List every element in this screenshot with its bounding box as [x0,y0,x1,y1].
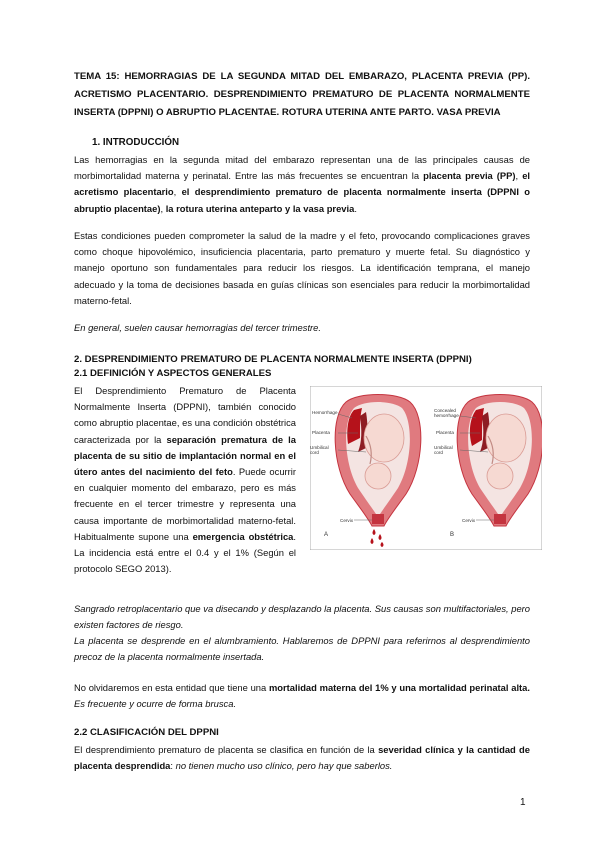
panel-label-b: B [450,532,455,538]
alumbramiento-note: La placenta se desprende en el alumbramiento. Hablaremos de DPPNI para referirnos al desprendimiento precoz de la placenta normalmente insertada. [74,635,530,663]
intro-paragraph-1: Las hemorragias en la segunda mitad del embarazo representan una de las principales causas de morbimortalidad materna y perinatal. Entre las más frecuentes se encuentran la placenta previa (PP), el acretismo placentario, el desprendimiento prematuro de placenta normalmente inserta (DPPNI o abruptio placentae), la rotura uterina anteparto y la vasa previa. [74,154,531,214]
section-heading-dppni: 2. DESPRENDIMIENTO PREMATURO DE PLACENTA NORMALMENTE INSERTA (DPPNI) [74,354,472,365]
page-number: 1 [520,797,526,808]
classification-paragraph: El desprendimiento prematuro de placenta se clasifica en función de la severidad clínica y la cantidad de placenta desprendida: no tienen mucho uso clínico, pero hay que saberlos. [74,744,530,772]
placental-abruption-figure [310,386,542,550]
label-placenta-b: Placenta [436,430,454,435]
fetus-body-a [364,414,404,462]
subsection-heading-clasificacion: 2.2 CLASIFICACIÓN DEL DPPNI [74,727,219,738]
label-hemorrhage-a: Hemorrhage [312,410,338,415]
definition-paragraph: El Desprendimiento Prematuro de Placenta Normalmente Inserta (DPPNI), también conocido como abruptio placentae, es una condición obstétrica caracterizada por la separación prematura de la placenta de su sitio de implantación normal en el útero antes del nacimiento del feto. Puede ocurrir en cualquier momento del embarazo, pero es más frecuente en el tercer trimestre y representa una causa importante de morbimortalidad materno-fetal. Habitualmente supone una emergencia obstétrica. La incidencia está entre el 0.4 y el 1% (Según el protocolo SEGO 2013). [74,385,296,575]
fetus-body-b [486,414,526,462]
section-heading-introduccion: 1. INTRODUCCIÓN [92,137,180,148]
intro-note: En general, suelen causar hemorragias del tercer trimestre. [74,322,321,333]
subsection-heading-definicion: 2.1 DEFINICIÓN Y ASPECTOS GENERALES [74,368,272,379]
label-umbilical-cord-a: Umbilical cord [310,445,329,455]
label-placenta-a: Placenta [312,430,330,435]
label-cervix-b: Cervix [462,518,476,523]
document-title: TEMA 15: HEMORRAGIAS DE LA SEGUNDA MITAD DEL EMBARAZO, PLACENTA PREVIA (PP). ACRETISMO PLACENTARIO. DESPRENDIMIENTO PREMATURO DE PLACENTA NORMALMENTE INSERTA (DPPNI) O ABRUPTIO PLACENTAE. ROTURA UTERINA ANTE PARTO. VASA PREVIA [74,71,530,118]
fetus-head-b [487,463,513,489]
panel-label-a: A [324,532,329,538]
intro-paragraph-2: Estas condiciones pueden comprometer la salud de la madre y el feto, provocando complicaciones graves como choque hipovolémico, insuficiencia placentaria, parto prematuro y muerte fetal. Su diagnóstico y manejo oportuno son fundamentales para reducir los riesgos. La identificación temprana, el manejo adecuado y la toma de decisiones basada en guías clínicas son esenciales para reducir la morbimortalidad materno-fetal. [74,230,530,306]
fetus-head-a [365,463,391,489]
retroplacental-note: Sangrado retroplacentario que va disecando y desplazando la placenta. Sus causas son multifactoriales, pero existen factores de riesgo. [74,603,531,631]
label-concealed-hemorrhage-b: Concealed hemorrhage [434,408,459,418]
label-umbilical-cord-b: Umbilical cord [434,445,453,455]
mortality-paragraph: No olvidaremos en esta entidad que tiene una mortalidad materna del 1% y una mortalidad perinatal alta. Es frecuente y ocurre de forma brusca. [74,682,530,710]
label-cervix-a: Cervix [340,518,354,523]
